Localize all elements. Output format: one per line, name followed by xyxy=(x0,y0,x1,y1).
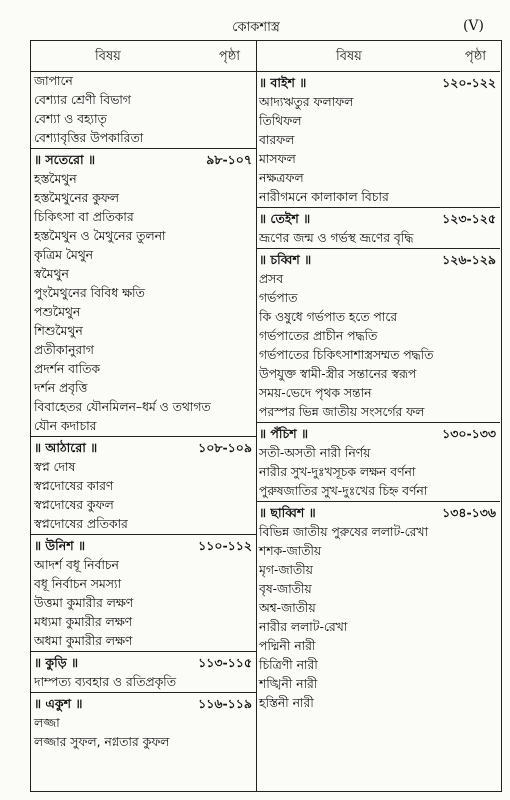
section-title: ॥ চব্বিশ ॥ xyxy=(259,252,312,267)
section-page-range: ১১৬-১১৯ xyxy=(198,696,252,711)
toc-entry: শশক-জাতীয় xyxy=(259,544,322,558)
toc-entry: বিবাহেতর যৌনমিলন–ধর্ম ও তথাগত xyxy=(34,400,211,414)
toc-entry: নারীর ললাট-রেখা xyxy=(259,620,348,634)
toc-entry: বধূ নির্বাচন সমস্যা xyxy=(34,577,122,591)
section-page-range: ১১৩-১১৫ xyxy=(198,655,252,670)
section-heading xyxy=(256,248,500,270)
toc-entry: স্বপ্নদোষের কুফল xyxy=(34,498,114,512)
toc-entry: কৃত্রিম মৈথুন xyxy=(34,248,93,262)
toc-entry: গর্ভপাত xyxy=(259,291,298,305)
toc-entry: উপযুক্ত স্বামী-স্ত্রীর সন্তানের স্বরূপ xyxy=(259,367,417,381)
section-page-range: ১২৩-১২৫ xyxy=(442,211,496,226)
toc-entry: আদ্যঋতুর ফলাফল xyxy=(259,95,354,109)
toc-entry: বেশ্যার শ্রেণী বিভাগ xyxy=(34,93,131,107)
toc-entry: নক্ষত্রফল xyxy=(259,171,304,185)
toc-entry: স্বপ্ন দোষ xyxy=(34,460,76,474)
toc-entry: চিত্রিণী নারী xyxy=(259,658,318,672)
toc-entry: মৃগ-জাতীয় xyxy=(259,563,313,577)
toc-entry: বেশ্যা ও বহ্যাতৃ xyxy=(34,112,107,126)
book-title: কোকশাস্ত্র xyxy=(232,20,280,35)
toc-entry: বারফল xyxy=(259,133,295,147)
section-heading xyxy=(31,692,256,714)
left-column-body xyxy=(31,72,256,752)
section-page-range: ১০৮-১০৯ xyxy=(198,440,252,455)
section-title: ॥ বাইশ ॥ xyxy=(259,75,307,90)
right-column-header xyxy=(256,41,500,72)
toc-entry: গর্ভপাতের চিকিৎসাশাস্ত্রসম্মত পদ্ধতি xyxy=(259,348,434,362)
toc-entry: লজ্জা xyxy=(34,716,60,730)
toc-entry: নারীর সুখ-দুঃখসূচক লক্ষন বর্ণনা xyxy=(259,465,416,479)
toc-entry: দর্শন প্রবৃত্তি xyxy=(34,381,88,395)
section-heading xyxy=(256,72,500,93)
section-heading xyxy=(256,422,500,444)
section-title: ॥ কুড়ি ॥ xyxy=(34,655,79,670)
toc-entry: বেশ্যাবৃত্তির উপকারিতা xyxy=(34,131,144,145)
section-page-range: ১৩০-১৩৩ xyxy=(442,426,496,441)
section-heading xyxy=(256,207,500,229)
toc-entry: হস্তিনী নারী xyxy=(259,696,314,710)
toc-entry: শিশুমৈথুন xyxy=(34,324,83,338)
toc-entry: মাসফল xyxy=(259,152,296,166)
toc-entry: নারীগমনে কালাকাল বিচার xyxy=(259,190,389,204)
toc-entry: তিথিফল xyxy=(259,114,302,128)
section-heading xyxy=(31,651,256,673)
toc-entry: কি ওষুধে গর্ভপাত হতে পারে xyxy=(259,310,398,324)
toc-entry: ভ্রূণের জন্ম ও গর্ভস্থ ভ্রূণের বৃদ্ধি xyxy=(259,231,414,245)
left-column xyxy=(31,41,257,791)
toc-entry: উত্তমা কুমারীর লক্ষণ xyxy=(34,596,134,610)
section-heading xyxy=(256,501,500,523)
right-column-body xyxy=(256,72,500,713)
toc-entry: জাপানে xyxy=(34,74,73,88)
section-title: ॥ আঠারো ॥ xyxy=(34,440,98,455)
section-heading xyxy=(31,534,256,556)
toc-entry: দাম্পত্য ব্যবহার ও রতিপ্রকৃতি xyxy=(34,675,176,689)
toc-entry: অশ্ব-জাতীয় xyxy=(259,601,316,615)
toc-entry: অধমা কুমারীর লক্ষণ xyxy=(34,634,133,648)
toc-entry: স্বপ্নদোষের কারণ xyxy=(34,479,114,493)
page-header xyxy=(24,18,488,38)
toc-entry: স্বপ্নদোষের প্রতিকার xyxy=(34,517,128,531)
toc-entry: সময়-ভেদে পৃথক সন্তান xyxy=(259,386,372,400)
toc-entry: মধ্যমা কুমারীর লক্ষণ xyxy=(34,615,133,629)
toc-entry: বিভিন্ন জাতীয় পুরুষের ললাট-রেখা xyxy=(259,525,429,539)
section-title: ॥ উনিশ ॥ xyxy=(34,538,86,553)
right-column xyxy=(256,41,500,791)
toc-entry: পুরুষজাতির সুখ-দুঃখের চিহ্ন বর্ণনা xyxy=(259,484,428,498)
section-title: ॥ তেইশ ॥ xyxy=(259,211,311,226)
toc-entry: হস্তমৈথুন xyxy=(34,172,77,186)
section-page-range: ৯৮-১০৭ xyxy=(206,152,252,167)
section-title: ॥ পঁচিশ ॥ xyxy=(259,426,309,441)
toc-entry: পরস্পর ভিন্ন জাতীয় সংসর্গের ফল xyxy=(259,405,425,419)
page-number: (V) xyxy=(462,18,484,34)
section-title: ॥ সতেরো ॥ xyxy=(34,152,96,167)
toc-entry: হস্তমৈথুন ও মৈথুনের তুলনা xyxy=(34,229,166,243)
section-heading xyxy=(31,148,256,170)
toc-entry: প্রতীকানুরাগ xyxy=(34,343,94,357)
left-column-header xyxy=(31,41,256,72)
toc-entry: প্রদর্শন বাতিক xyxy=(34,362,100,376)
toc-entry: হস্তমৈথুনের কুফল xyxy=(34,191,119,205)
page-header-label: পৃষ্ঠা xyxy=(464,49,486,64)
subject-header: বিষয় xyxy=(336,49,362,64)
section-title: ॥ একুশ ॥ xyxy=(34,696,83,711)
toc-entry: সতী-অসতী নারী নির্ণয় xyxy=(259,446,371,460)
toc-entry: পশুমৈথুন xyxy=(34,305,81,319)
toc-entry: লজ্জার সুফল, নগ্নতার কুফল xyxy=(34,735,170,749)
toc-entry: চিকিৎসা বা প্রতিকার xyxy=(34,210,134,224)
section-title: ॥ ছাব্বিশ ॥ xyxy=(259,505,316,520)
section-heading xyxy=(31,436,256,458)
toc-entry: বৃষ-জাতীয় xyxy=(259,582,312,596)
subject-header: বিষয় xyxy=(95,49,121,64)
toc-entry: শঙ্খিনী নারী xyxy=(259,677,318,691)
toc-entry: পুংমৈথুনের বিবিধ ক্ষতি xyxy=(34,286,145,300)
section-page-range: ১৩৪-১৩৬ xyxy=(442,505,496,520)
toc-entry: আদর্শ বধূ নির্বাচন xyxy=(34,558,119,572)
toc-entry: পদ্মিনী নারী xyxy=(259,639,316,653)
toc-entry: স্বমৈথুন xyxy=(34,267,69,281)
toc-entry: গর্ভপাতের প্রাচীন পদ্ধতি xyxy=(259,329,378,343)
toc-entry: যৌন কদাচার xyxy=(34,419,97,433)
section-page-range: ১১০-১১২ xyxy=(198,538,252,553)
section-page-range: ১২৬-১২৯ xyxy=(442,252,496,267)
section-page-range: ১২০-১২২ xyxy=(442,75,496,90)
page-header-label: পৃষ্ঠা xyxy=(218,49,240,64)
table-of-contents xyxy=(30,40,502,792)
toc-entry: প্রসব xyxy=(259,272,284,286)
